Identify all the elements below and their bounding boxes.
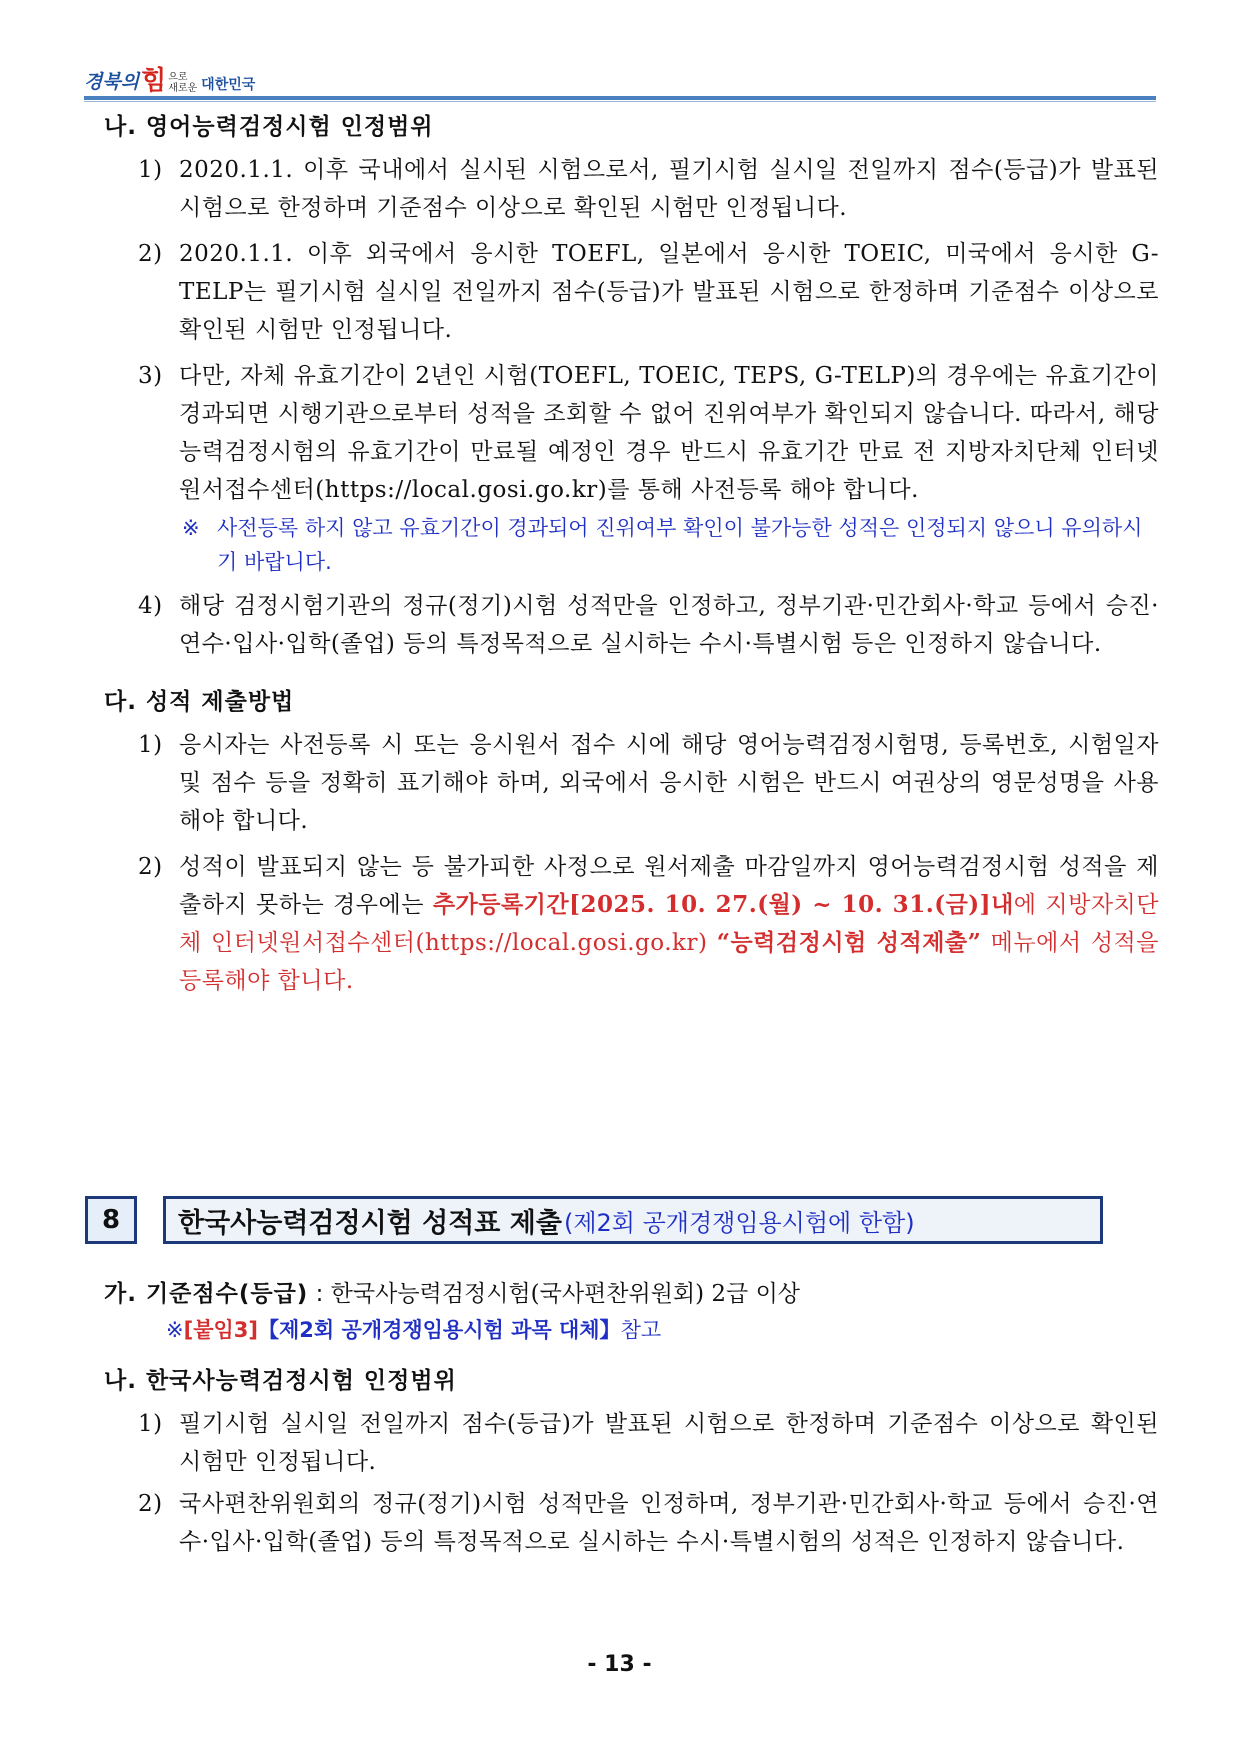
item-number: 1) [138, 732, 163, 758]
logo-small-1: 으로 [168, 72, 188, 83]
reference-note [114, 1312, 1159, 1348]
section-heading-submission: 다. 성적 제출방법 [104, 689, 295, 715]
notice-note [114, 511, 1159, 579]
list-item [114, 726, 1159, 840]
item-number: 1) [138, 157, 163, 183]
registration-instruction: 메뉴에서 성적을 등록해야 합니다. [179, 930, 1159, 994]
item-number: 1) [138, 1411, 163, 1437]
criteria-separator: : [308, 1281, 331, 1307]
header-divider-thin [84, 101, 1156, 102]
item-text: 필기시험 실시일 전일까지 점수(등급)가 발표된 시험으로 한정하며 기준점수 이상으로 확인된 시험만 인정됩니다. [179, 1411, 1159, 1475]
section-title-box [163, 1196, 1103, 1244]
list-item [114, 1405, 1159, 1481]
page-header [84, 54, 1156, 102]
note-mark: ※ [182, 516, 200, 540]
list-item [114, 848, 1159, 1000]
item-text: 다만, 자체 유효기간이 2년인 시험(TOEFL, TOEIC, TEPS, G-TELP)의 경우에는 유효기간이 경과되면 시행기관으로부터 성적을 조회할 수 없어 진위여부가 확인되지 않습니다. 따라서, 해당 능력검정시험의 유효기간이 만료될 예정인 경우 반드시 유효기간 만료 전 지방자치단체 인터넷원서접수센터(https://local.gosi.go.kr)를 통해 사전등록 해야 합니다. [179, 363, 1159, 503]
logo-small [168, 72, 197, 94]
attachment-ref: [붙임3] [183, 1318, 258, 1342]
item-text: 성적이 발표되지 않는 등 불가피한 사정으로 원서제출 마감일까지 영어능력검정시험 성적을 제출하지 못하는 경우에는 [179, 854, 1159, 918]
item-text: 국사편찬위원회의 정규(정기)시험 성적만을 인정하며, 정부기관·민간회사·학교 등에서 승진·연수·입사·입학(졸업) 등의 특정목적으로 실시하는 수시·특별시험의 성적은 인정하지 않습니다. [179, 1491, 1159, 1555]
section-heading-korean-history-scope: 나. 한국사능력검정시험 인정범위 [104, 1368, 457, 1394]
item-number: 4) [138, 593, 163, 619]
logo-mark: 힘 [141, 66, 167, 96]
item-number: 2) [138, 854, 163, 880]
item-text: 2020.1.1. 이후 외국에서 응시한 TOEFL, 일본에서 응시한 TOEIC, 미국에서 응시한 G-TELP는 필기시험 실시일 전일까지 점수(등급)가 발표된 시험으로 한정하며 기준점수 이상으로 확인된 시험만 인정됩니다. [179, 241, 1159, 343]
item-number: 2) [138, 1491, 163, 1517]
page-content [104, 108, 1159, 1000]
logo-main: 대한민국 [201, 77, 256, 93]
list-item [114, 235, 1159, 349]
section-subtitle: (제2회 공개경쟁임용시험에 한함) [563, 1208, 915, 1237]
list-item [114, 151, 1159, 227]
section-8-header [85, 1196, 1105, 1246]
additional-registration-period: 추가등록기간[2025. 10. 27.(월) ~ 10. 31.(금)]내 [432, 891, 1014, 918]
item-number: 2) [138, 241, 163, 267]
list-item [114, 587, 1159, 663]
section-heading-english-scope: 나. 영어능력검정시험 인정범위 [104, 114, 434, 140]
menu-name: “능력검정시험 성적제출” [716, 929, 982, 956]
list-item [114, 1485, 1159, 1561]
criteria-value: 한국사능력검정시험(국사편찬위원회) 2급 이상 [330, 1281, 801, 1307]
criteria-heading: 가. 기준점수(등급) [104, 1281, 309, 1307]
note-tail: 참고 [620, 1318, 662, 1342]
note-mark: ※ [166, 1318, 184, 1342]
list-item [114, 357, 1159, 509]
item-number: 3) [138, 363, 163, 389]
header-divider [84, 96, 1156, 100]
page-number: - 13 - [587, 1652, 652, 1677]
section-8-content [104, 1276, 1159, 1561]
subject-substitution-ref: 【제2회 공개경쟁임용시험 과목 대체】 [258, 1318, 621, 1342]
item-text: 해당 검정시험기관의 정규(정기)시험 성적만을 인정하고, 정부기관·민간회사·학교 등에서 승진·연수·입사·입학(졸업) 등의 특정목적으로 실시하는 수시·특별시험 등은 인정하지 않습니다. [179, 593, 1159, 657]
item-text: 2020.1.1. 이후 국내에서 실시된 시험으로서, 필기시험 실시일 전일까지 점수(등급)가 발표된 시험으로 한정하며 기준점수 이상으로 확인된 시험만 인정됩니다. [179, 157, 1159, 221]
section-title: 한국사능력검정시험 성적표 제출 [178, 1207, 562, 1239]
note-text: 사전등록 하지 않고 유효기간이 경과되어 진위여부 확인이 불가능한 성적은 인정되지 않으니 유의하시기 바랍니다. [217, 516, 1143, 574]
section-number: 8 [85, 1196, 137, 1244]
gyeongbuk-logo [84, 58, 255, 94]
logo-small-2: 새로운 [168, 83, 198, 94]
registration-site-text: 에 지방자치단체 인터넷원서접수센터(https://local.gosi.go.kr) [179, 892, 1159, 956]
logo-script: 경북의 [84, 71, 140, 93]
criteria-line [104, 1276, 1159, 1312]
item-text: 응시자는 사전등록 시 또는 응시원서 접수 시에 해당 영어능력검정시험명, 등록번호, 시험일자 및 점수 등을 정확히 표기해야 하며, 외국에서 응시한 시험은 반드시 여권상의 영문성명을 사용해야 합니다. [179, 732, 1159, 834]
